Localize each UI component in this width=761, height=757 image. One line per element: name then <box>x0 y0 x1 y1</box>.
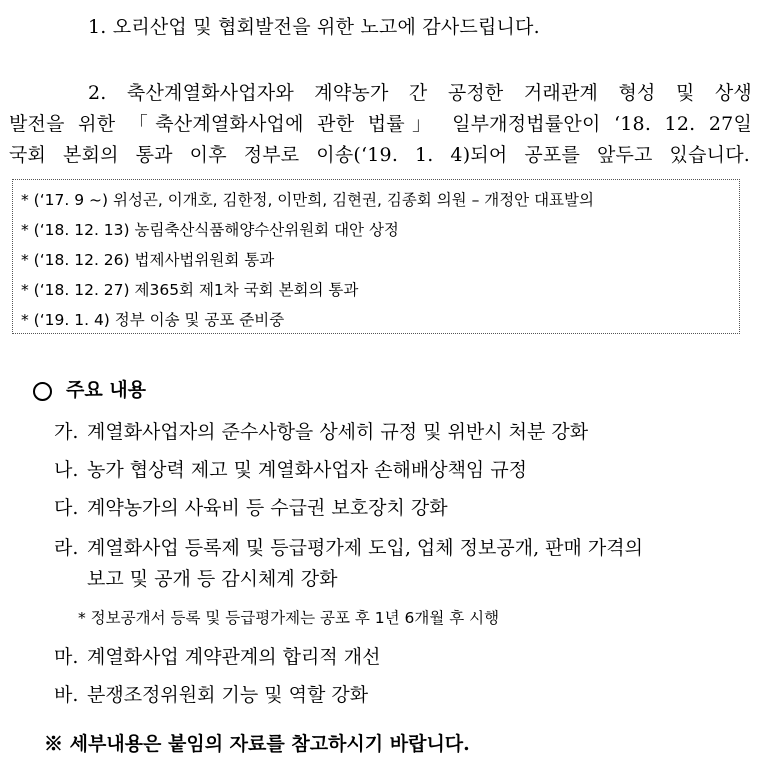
section-heading: 주요 내용 <box>66 379 147 401</box>
list-item-marker: 나. <box>54 459 79 481</box>
list-item-marker: 마. <box>54 646 79 668</box>
list-item-text: 농가 협상력 제고 및 계열화사업자 손해배상책임 규정 <box>87 459 528 481</box>
footnote: * 정보공개서 등록 및 등급평가제는 공포 후 1년 6개월 후 시행 <box>78 609 500 627</box>
list-item <box>54 457 527 483</box>
paragraph-1: 1. 오리산업 및 협회발전을 위한 노고에 감사드립니다. <box>88 16 540 38</box>
list-item-continuation: 보고 및 공개 등 감시체계 강화 <box>87 568 338 590</box>
list-item-marker: 다. <box>54 497 79 519</box>
paragraph-2-line-3: 국회 본회의 통과 이후 정부로 이송(‘19. 1. 4)되어 공포를 앞두고 있습니다. <box>9 144 750 166</box>
timeline-box <box>12 179 740 334</box>
closing-note: ※ 세부내용은 붙임의 자료를 참고하시기 바랍니다. <box>44 733 470 755</box>
list-item-text: 계약농가의 사육비 등 수급권 보호장치 강화 <box>87 497 448 519</box>
list-item-text: 계열화사업 등록제 및 등급평가제 도입, 업체 정보공개, 판매 가격의 <box>87 537 643 559</box>
timeline-item: * (‘19. 1. 4) 정부 이송 및 공포 준비중 <box>21 311 285 329</box>
list-item <box>54 419 588 445</box>
list-item <box>54 644 380 670</box>
list-item <box>54 682 368 708</box>
list-item <box>54 495 448 521</box>
timeline-item: * (‘17. 9 ~) 위성곤, 이개호, 김한정, 이만희, 김현권, 김종회 의원 – 개정안 대표발의 <box>21 191 594 209</box>
circle-bullet-icon <box>33 382 52 401</box>
list-item-text: 계열화사업자의 준수사항을 상세히 규정 및 위반시 처분 강화 <box>87 421 589 443</box>
list-item <box>54 535 643 561</box>
list-item-text: 계열화사업 계약관계의 합리적 개선 <box>87 646 381 668</box>
timeline-item: * (‘18. 12. 26) 법제사법위원회 통과 <box>21 251 275 269</box>
paragraph-2-line-1: 2. 축산계열화사업자와 계약농가 간 공정한 거래관계 형성 및 상생 <box>88 82 752 104</box>
list-item-marker: 바. <box>54 684 79 706</box>
list-item-marker: 라. <box>54 537 79 559</box>
list-item-text: 분쟁조정위원회 기능 및 역할 강화 <box>87 684 369 706</box>
list-item-marker: 가. <box>54 421 79 443</box>
timeline-item: * (‘18. 12. 13) 농림축산식품해양수산위원회 대안 상정 <box>21 221 399 239</box>
timeline-item: * (‘18. 12. 27) 제365회 제1차 국회 본회의 통과 <box>21 281 359 299</box>
paragraph-2-line-2: 발전을 위한 「축산계열화사업에 관한 법률」 일부개정법률안이 ‘18. 12. 27일 <box>9 113 752 135</box>
